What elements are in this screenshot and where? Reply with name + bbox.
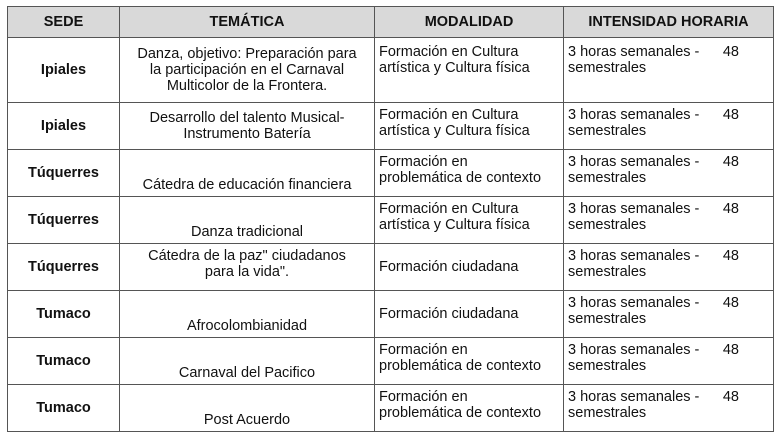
schedule-table — [7, 6, 774, 432]
intensidad-total: 48 — [722, 248, 739, 264]
intensidad-total: 48 — [722, 295, 739, 311]
intensidad-unit: semestrales — [568, 311, 647, 327]
intensidad-hours: 3 horas semanales - — [568, 295, 700, 311]
cell-sede: Túquerres — [8, 150, 120, 197]
cell-intensidad — [564, 385, 774, 432]
intensidad-total: 48 — [722, 389, 739, 405]
tematica-text: Afrocolombianidad — [186, 318, 308, 334]
cell-tematica — [120, 150, 375, 197]
cell-sede: Tumaco — [8, 291, 120, 338]
tematica-text: Danza, objetivo: Preparación para la participación en el Carnaval Multicolor de la Frontera. — [137, 46, 357, 94]
table-header-row — [8, 7, 774, 38]
table-row — [8, 150, 774, 197]
cell-sede: Ipiales — [8, 103, 120, 150]
table-row — [8, 291, 774, 338]
header-tematica: TEMÁTICA — [120, 7, 375, 38]
tematica-text: Desarrollo del talento Musical- Instrumento Batería — [149, 110, 345, 142]
tematica-text: Cátedra de la paz" ciudadanos para la vida". — [148, 248, 346, 280]
intensidad-total: 48 — [722, 154, 739, 170]
intensidad-unit: semestrales — [568, 170, 647, 186]
intensidad-unit: semestrales — [568, 358, 647, 374]
intensidad-hours: 3 horas semanales - — [568, 44, 700, 60]
modalidad-text: Formación en problemática de contexto — [379, 389, 542, 421]
intensidad-total: 48 — [722, 44, 739, 60]
cell-tematica — [120, 103, 375, 150]
intensidad-total: 48 — [722, 107, 739, 123]
table-row — [8, 338, 774, 385]
intensidad-unit: semestrales — [568, 217, 647, 233]
cell-modalidad — [375, 338, 564, 385]
cell-sede: Túquerres — [8, 244, 120, 291]
cell-modalidad — [375, 197, 564, 244]
header-modalidad: MODALIDAD — [375, 7, 564, 38]
table-row — [8, 197, 774, 244]
intensidad-line — [568, 44, 769, 60]
cell-tematica — [120, 197, 375, 244]
cell-modalidad — [375, 291, 564, 338]
modalidad-text: Formación en Cultura artística y Cultura física — [379, 44, 530, 76]
intensidad-total: 48 — [722, 201, 739, 217]
intensidad-hours: 3 horas semanales - — [568, 389, 700, 405]
cell-tematica — [120, 291, 375, 338]
modalidad-text: Formación en Cultura artística y Cultura física — [379, 107, 530, 139]
header-intensidad: INTENSIDAD HORARIA — [564, 7, 774, 38]
intensidad-line — [568, 389, 769, 405]
cell-intensidad — [564, 244, 774, 291]
tematica-text: Danza tradicional — [190, 224, 304, 240]
modalidad-text: Formación en problemática de contexto — [379, 154, 542, 186]
tematica-text: Post Acuerdo — [203, 412, 291, 428]
table-container — [7, 6, 774, 432]
intensidad-unit: semestrales — [568, 123, 647, 139]
cell-tematica — [120, 244, 375, 291]
cell-sede: Tumaco — [8, 338, 120, 385]
cell-tematica — [120, 338, 375, 385]
modalidad-text: Formación en Cultura artística y Cultura física — [379, 201, 530, 233]
modalidad-text: Formación en problemática de contexto — [379, 342, 542, 374]
table-row — [8, 244, 774, 291]
cell-intensidad — [564, 197, 774, 244]
intensidad-hours: 3 horas semanales - — [568, 201, 700, 217]
cell-modalidad — [375, 38, 564, 103]
cell-modalidad — [375, 385, 564, 432]
intensidad-unit: semestrales — [568, 405, 647, 421]
intensidad-unit: semestrales — [568, 60, 647, 76]
cell-modalidad — [375, 150, 564, 197]
tematica-text: Carnaval del Pacifico — [178, 365, 316, 381]
tematica-text: Cátedra de educación financiera — [142, 177, 352, 193]
intensidad-unit: semestrales — [568, 264, 647, 280]
cell-intensidad — [564, 338, 774, 385]
intensidad-line — [568, 295, 769, 311]
cell-sede: Tumaco — [8, 385, 120, 432]
cell-intensidad — [564, 103, 774, 150]
cell-intensidad — [564, 150, 774, 197]
intensidad-line — [568, 201, 769, 217]
modalidad-text: Formación ciudadana — [379, 259, 519, 275]
intensidad-line — [568, 342, 769, 358]
cell-sede: Ipiales — [8, 38, 120, 103]
intensidad-hours: 3 horas semanales - — [568, 154, 700, 170]
intensidad-hours: 3 horas semanales - — [568, 107, 700, 123]
header-sede: SEDE — [8, 7, 120, 38]
intensidad-total: 48 — [722, 342, 739, 358]
intensidad-line — [568, 248, 769, 264]
cell-modalidad — [375, 244, 564, 291]
intensidad-hours: 3 horas semanales - — [568, 248, 700, 264]
cell-intensidad — [564, 38, 774, 103]
cell-sede: Túquerres — [8, 197, 120, 244]
table-row — [8, 38, 774, 103]
intensidad-line — [568, 154, 769, 170]
cell-tematica — [120, 38, 375, 103]
intensidad-line — [568, 107, 769, 123]
cell-modalidad — [375, 103, 564, 150]
table-row — [8, 385, 774, 432]
modalidad-text: Formación ciudadana — [379, 306, 519, 322]
cell-intensidad — [564, 291, 774, 338]
table-row — [8, 103, 774, 150]
intensidad-hours: 3 horas semanales - — [568, 342, 700, 358]
cell-tematica — [120, 385, 375, 432]
